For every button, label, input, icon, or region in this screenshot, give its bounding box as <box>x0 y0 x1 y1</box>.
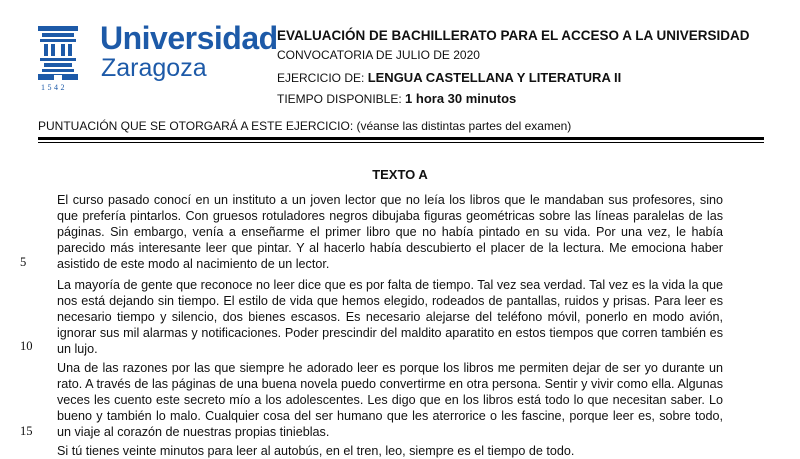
logo-university-word: Universidad <box>100 20 278 56</box>
paragraph: Una de las razones por las que siempre he adorado leer es porque los libros me permiten dejar de ser yo durante un rato. A través de las páginas de una buena novela puedo convertirme en otra persona. Sentir y vivir como ella. Algunas veces les cuento este secreto mío a los adolescentes. Les digo que en los libros está todo lo que necesitan saber. Lo bueno y también lo malo. Cualquier cosa del ser humano que les aterrorice o les fascine, porque leer es, sobre todo, un viaje al corazón de nuestras propias tinieblas. <box>57 361 723 439</box>
divider-thin <box>38 142 764 143</box>
line-number: 10 <box>20 339 33 353</box>
scoring-label: PUNTUACIÓN QUE SE OTORGARÁ A ESTE EJERCICIO: <box>38 119 354 133</box>
time-value: 1 hora 30 minutos <box>405 91 517 106</box>
exam-header <box>0 0 800 150</box>
divider-thick <box>38 137 764 140</box>
logo-city-word: Zaragoza <box>101 54 207 82</box>
exam-time <box>277 91 516 106</box>
exam-title: EVALUACIÓN DE BACHILLERATO PARA EL ACCESO A LA UNIVERSIDAD <box>277 28 750 43</box>
subject-value: LENGUA CASTELLANA Y LITERATURA II <box>367 70 622 85</box>
subject-label: EJERCICIO DE: <box>277 71 368 85</box>
text-title: TEXTO A <box>372 167 428 182</box>
exam-subject <box>277 70 621 85</box>
tower-emblem-icon <box>34 26 82 84</box>
paragraph: Si tú tienes veinte minutos para leer al autobús, en el tren, leo, siempre es el tiempo de todo. <box>57 444 575 458</box>
line-number: 5 <box>20 255 27 269</box>
paragraph: La mayoría de gente que reconoce no leer dice que es por falta de tiempo. Tal vez sea verdad. Tal vez es la vida la que nos está dejando sin tiempo. El estilo de vida que hemos elegido, rodeados de pantallas, ruidos y prisas. Para leer es necesario tiempo y silencio, dos bienes escasos. Es necesario alejarse del teléfono móvil, ponerlo en modo avión, ignorar sus mil alarmas y notificaciones. Poder prescindir del maldito aparatito en estos tiempos que corren también es un lujo. <box>57 278 723 356</box>
line-number: 15 <box>20 424 33 438</box>
university-logo <box>34 20 278 96</box>
scoring-detail: (véanse las distintas partes del examen) <box>353 119 572 133</box>
scoring-note <box>38 119 571 133</box>
time-label: TIEMPO DISPONIBLE: <box>277 92 406 106</box>
exam-convocatoria: CONVOCATORIA DE JULIO DE 2020 <box>277 48 480 62</box>
paragraph: El curso pasado conocí en un instituto a un joven lector que no leía los libros que le mandaban sus profesores, sino que prefería pintarlos. Con gruesos rotuladores negros dibujaba figuras geométricas sobre las líneas paralelas de las páginas. Sin embargo, venía a enseñarme el primer libro que no había pintado en su vida. Por una vez, le había parecido más interesante leer que pintar. Y al hacerlo había descubierto el placer de la lectura. Me emociona haber asistido de este modo al nacimiento de un lector. <box>57 193 723 271</box>
logo-year: 1542 <box>41 83 67 92</box>
